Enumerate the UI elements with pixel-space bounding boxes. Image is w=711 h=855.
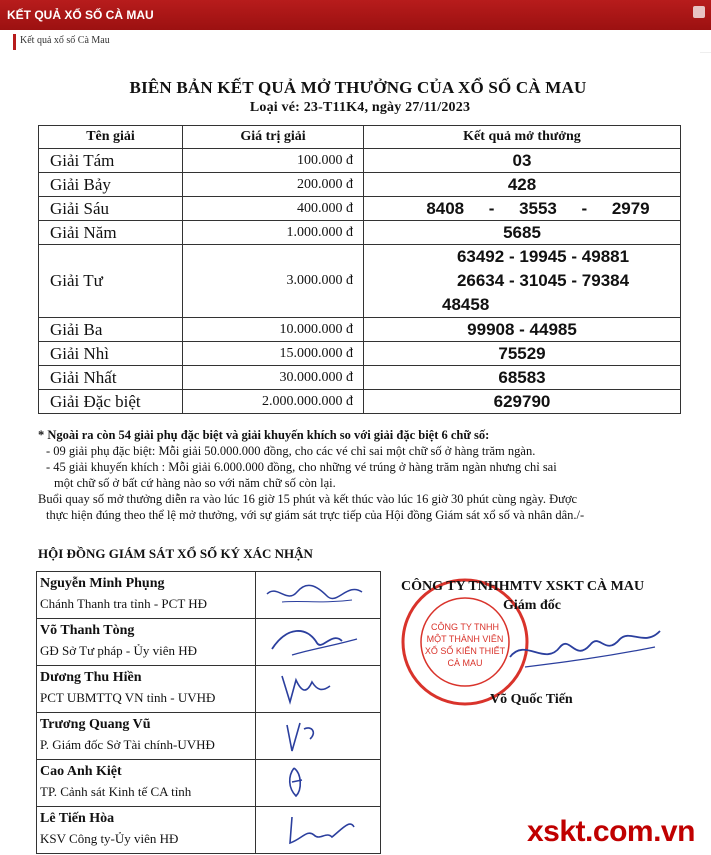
- table-row: [39, 149, 681, 173]
- prize-value: 3.000.000 đ: [183, 245, 364, 318]
- svg-text:CÔNG TY TNHH: CÔNG TY TNHH: [430, 622, 500, 632]
- signature-row: [37, 713, 380, 760]
- site-watermark: xskt.com.vn: [527, 815, 695, 848]
- result-number: 26634: [456, 271, 505, 290]
- table-header-row: [39, 126, 681, 149]
- member-name: Cao Anh Kiệt: [40, 764, 122, 779]
- result-separator: -: [571, 271, 578, 290]
- header-result: Kết quả mở thưởng: [364, 126, 681, 149]
- result-number: 63492: [456, 247, 505, 266]
- member-role: Chánh Thanh tra tỉnh - PCT HĐ: [40, 596, 208, 611]
- signature-image: [262, 668, 372, 708]
- prize-value: 10.000.000 đ: [183, 318, 364, 342]
- note-main: * Ngoài ra còn 54 giải phụ đặc biệt và giải khuyến khích so với giải đặc biệt 6 chữ số:: [38, 428, 490, 442]
- result-separator: -: [508, 271, 515, 290]
- prize-name: Giải Sáu: [39, 197, 183, 221]
- page-header-title: KẾT QUẢ XỔ SỐ CÀ MAU: [7, 8, 154, 22]
- notes-section: [38, 427, 683, 523]
- prize-value: 400.000 đ: [183, 197, 364, 221]
- member-role: PCT UBMTTQ VN tỉnh - UVHĐ: [40, 690, 216, 705]
- prize-value: 1.000.000 đ: [183, 221, 364, 245]
- prize-result: 75529: [364, 342, 681, 366]
- prize-name: Giải Năm: [39, 221, 183, 245]
- prize-result: 428: [364, 173, 681, 197]
- member-name: Trương Quang Vũ: [40, 717, 151, 732]
- council-title: HỘI ĐỒNG GIÁM SÁT XỔ SỐ KÝ XÁC NHẬN: [38, 546, 313, 561]
- prize-value: 100.000 đ: [183, 149, 364, 173]
- result-number: 8408: [426, 198, 465, 218]
- prize-result: 68583: [364, 366, 681, 390]
- table-row: [39, 173, 681, 197]
- breadcrumb-marker: [13, 34, 16, 50]
- result-number: 79384: [581, 271, 630, 290]
- prize-name: Giải Ba: [39, 318, 183, 342]
- note-sub1: - 09 giải phụ đặc biệt: Mỗi giải 50.000.000 đồng, cho các vé chỉ sai một chữ số ở hàng trăm ngàn.: [46, 444, 536, 458]
- table-row: [39, 390, 681, 414]
- result-document: [0, 52, 700, 855]
- prize-result: [364, 245, 681, 318]
- svg-text:XỔ SỐ KIẾN THIẾT: XỔ SỐ KIẾN THIẾT: [424, 646, 506, 656]
- result-number: 3553: [519, 198, 557, 218]
- signature-row: [37, 807, 380, 853]
- prize-name: Giải Đặc biệt: [39, 390, 183, 414]
- member-name: Dương Thu Hiền: [40, 670, 142, 685]
- svg-text:MỘT THÀNH VIÊN: MỘT THÀNH VIÊN: [426, 634, 504, 644]
- result-number: 31045: [519, 271, 567, 290]
- document-title: BIÊN BẢN KẾT QUẢ MỞ THƯỞNG CỦA XỔ SỐ CÀ MAU: [129, 78, 587, 97]
- note-para2: thực hiện đúng theo thể lệ mở thưởng, với sự giám sát trực tiếp của Hội đồng Giám sát xổ số và nhân dân./-: [46, 508, 585, 522]
- note-sub2a: - 45 giải khuyến khích : Mỗi giải 6.000.000 đồng, cho những vé trúng ở hàng trăm ngàn nhưng chỉ sai: [46, 460, 557, 474]
- member-name: Võ Thanh Tòng: [40, 623, 135, 638]
- company-name: CÔNG TY TNHHMTV XSKT CÀ MAU: [401, 579, 645, 594]
- result-number: 49881: [581, 247, 630, 266]
- member-role: P. Giám đốc Sở Tài chính-UVHĐ: [40, 737, 215, 752]
- table-row: [39, 221, 681, 245]
- document-subtitle: Loại vé: 23-T11K4, ngày 27/11/2023: [249, 100, 471, 115]
- result-separator: -: [488, 198, 495, 218]
- signature-image: [262, 762, 372, 802]
- note-sub2b: một chữ số ở bất cứ hàng nào so với năm chữ số còn lại.: [54, 476, 336, 490]
- signature-row: [37, 666, 380, 713]
- member-role: GĐ Sở Tư pháp - Ủy viên HĐ: [40, 643, 198, 658]
- prize-name: Giải Bảy: [39, 173, 183, 197]
- result-number: 48458: [442, 295, 490, 314]
- table-row: [39, 318, 681, 342]
- page-header-bar: [0, 0, 711, 31]
- signature-row: [37, 572, 380, 619]
- signature-image: [262, 809, 372, 849]
- director-name: Võ Quốc Tiến: [490, 692, 573, 707]
- member-name: Nguyễn Minh Phụng: [40, 576, 165, 591]
- prize-name: Giải Tám: [39, 149, 183, 173]
- prize-value: 200.000 đ: [183, 173, 364, 197]
- prize-value: 2.000.000.000 đ: [183, 390, 364, 414]
- prize-result: [364, 197, 681, 221]
- corner-icon: [693, 6, 705, 18]
- signature-image: [262, 574, 372, 614]
- member-role: TP. Cảnh sát Kinh tế CA tỉnh: [40, 784, 192, 799]
- prize-result: 99908 - 44985: [364, 318, 681, 342]
- table-row: [39, 366, 681, 390]
- result-separator: -: [571, 247, 578, 266]
- director-signature: [505, 617, 665, 687]
- result-number: 19945: [519, 247, 567, 266]
- table-row: [39, 245, 681, 318]
- member-name: Lê Tiến Hòa: [40, 811, 115, 826]
- signature-row: [37, 760, 380, 807]
- prize-value: 15.000.000 đ: [183, 342, 364, 366]
- results-table: [38, 125, 681, 414]
- prize-result: 629790: [364, 390, 681, 414]
- note-para1: Buổi quay số mở thưởng diễn ra vào lúc 16 giờ 15 phút và kết thúc vào lúc 16 giờ 30 phút cùng ngày. Được: [38, 492, 578, 506]
- header-prize-name: Tên giải: [39, 126, 183, 149]
- result-number: 2979: [611, 198, 650, 218]
- result-separator: -: [508, 247, 515, 266]
- signature-image: [262, 715, 372, 755]
- prize-name: Giải Nhì: [39, 342, 183, 366]
- table-row: [39, 342, 681, 366]
- member-role: KSV Công ty-Ủy viên HĐ: [40, 831, 179, 846]
- prize-result: 03: [364, 149, 681, 173]
- prize-name: Giải Tư: [39, 245, 183, 318]
- header-prize-value: Giá trị giải: [183, 126, 364, 149]
- breadcrumb: [0, 30, 711, 53]
- signature-image: [262, 621, 372, 661]
- prize-value: 30.000.000 đ: [183, 366, 364, 390]
- table-row: [39, 197, 681, 221]
- director-title: Giám đốc: [503, 598, 561, 613]
- prize-result: 5685: [364, 221, 681, 245]
- prize-name: Giải Nhất: [39, 366, 183, 390]
- result-separator: -: [581, 198, 588, 218]
- council-signature-table: [36, 571, 381, 854]
- svg-text:CÀ MAU: CÀ MAU: [447, 658, 483, 668]
- breadcrumb-link[interactable]: Kết quả xổ số Cà Mau: [20, 35, 110, 46]
- signature-row: [37, 619, 380, 666]
